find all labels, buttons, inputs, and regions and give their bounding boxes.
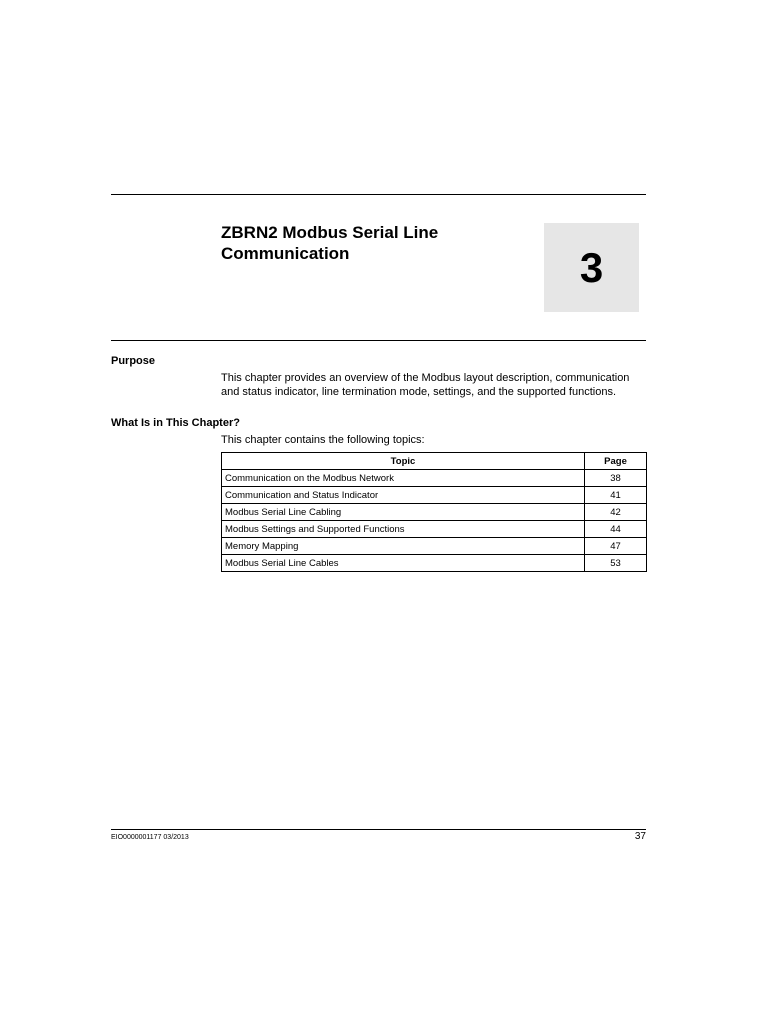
- topic-cell: Modbus Serial Line Cables: [222, 555, 585, 572]
- table-row: [222, 538, 647, 555]
- topic-cell: Modbus Serial Line Cabling: [222, 504, 585, 521]
- table-row: [222, 487, 647, 504]
- page-cell: 42: [585, 504, 647, 521]
- page-cell: 41: [585, 487, 647, 504]
- topic-column-header: Topic: [222, 453, 585, 470]
- section-rule: [111, 340, 646, 341]
- footer-page-number: 37: [634, 831, 646, 842]
- topic-cell: Communication on the Modbus Network: [222, 470, 585, 487]
- chapter-contents-heading: What Is in This Chapter?: [111, 417, 240, 429]
- page-cell: 38: [585, 470, 647, 487]
- page-cell: 44: [585, 521, 647, 538]
- table-row: [222, 521, 647, 538]
- page-cell: 53: [585, 555, 647, 572]
- purpose-heading: Purpose: [111, 355, 156, 367]
- chapter-title-line2: Communication: [221, 244, 350, 263]
- chapter-title-line1: ZBRN2 Modbus Serial Line: [221, 223, 439, 242]
- chapter-number-box: [544, 223, 639, 312]
- table-row: [222, 470, 647, 487]
- topics-table: [221, 452, 647, 572]
- topic-cell: Memory Mapping: [222, 538, 585, 555]
- topic-cell: Modbus Settings and Supported Functions: [222, 521, 585, 538]
- purpose-text: This chapter provides an overview of the Modbus layout description, communication and status indicator, line termination mode, settings, and the supported functions.: [221, 372, 630, 398]
- table-header-row: [222, 453, 647, 470]
- table-row: [222, 555, 647, 572]
- chapter-number: 3: [579, 243, 604, 291]
- header-rule: [111, 194, 646, 195]
- page-cell: 47: [585, 538, 647, 555]
- table-row: [222, 504, 647, 521]
- footer-rule: [111, 829, 646, 830]
- footer-document-id: EIO0000001177 03/2013: [111, 834, 189, 841]
- topic-cell: Communication and Status Indicator: [222, 487, 585, 504]
- page-column-header: Page: [585, 453, 647, 470]
- topics-intro-text: This chapter contains the following topics:: [221, 434, 425, 446]
- chapter-title: [221, 222, 521, 264]
